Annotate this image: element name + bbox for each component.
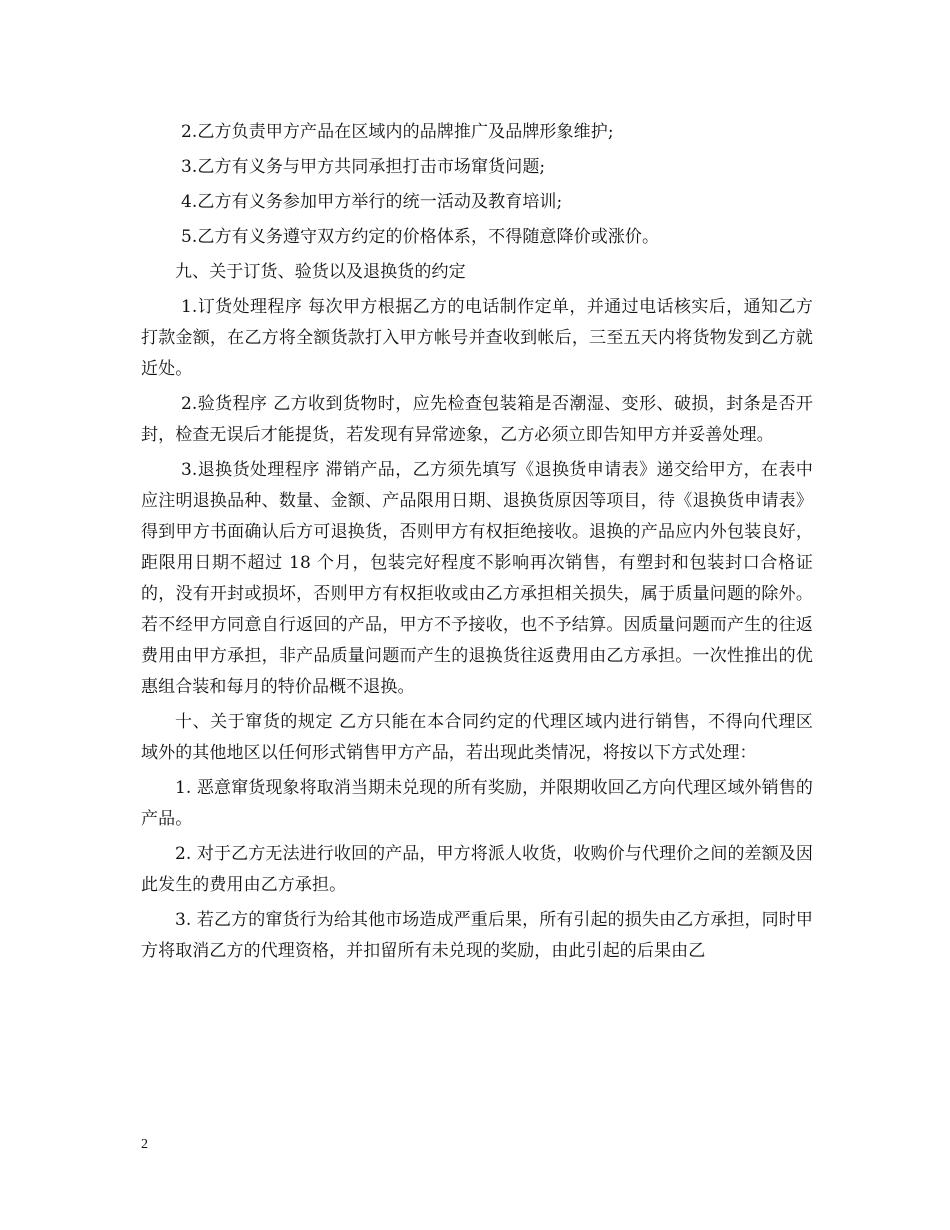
section-10-heading: 十、关于窜货的规定 乙方只能在本合同约定的代理区域内进行销售，不得向代理区域外的其他地区以任何形式销售甲方产品，若出现此类情况，将按以下方式处理： <box>141 712 813 763</box>
section-10-item-2: 2. 对于乙方无法进行收回的产品，甲方将派人收货，收购价与代理价之间的差额及因此发生的费用由乙方承担。 <box>141 844 813 895</box>
section-10-item-3: 3. 若乙方的窜货行为给其他市场造成严重后果，所有引起的损失由乙方承担，同时甲方将取消乙方的代理资格，并扣留所有未兑现的奖励，由此引起的后果由乙 <box>141 910 813 961</box>
clause-8-item-2: 2.乙方负责甲方产品在区域内的品牌推广及品牌形象维护; <box>181 122 614 142</box>
clause-8-item-4: 4.乙方有义务参加甲方举行的统一活动及教育培训; <box>181 192 563 212</box>
clause-8-item-5: 5.乙方有义务遵守双方约定的价格体系，不得随意降价或涨价。 <box>181 227 660 247</box>
return-exchange-procedure: 3.退换货处理程序 滞销产品，乙方须先填写《退换货申请表》递交给甲方，在表中应注明退换品种、数量、金额、产品限用日期、退换货原因等项目，待《退换货申请表》得到甲方书面确认后方可退换货，否则甲方有权拒绝接收。退换的产品应内外包装良好，距限用日期不超过 18 个月，包装完好程度不影响再次销售，有塑封和包装封口合格证的，没有开封或损坏，否则甲方有权拒收或由乙方承担相关损失，属于质量问题的除外。若不经甲方同意自行返回的产品，甲方不予接收，也不予结算。因质量问题而产生的往返费用由甲方承担，非产品质量问题而产生的退换货往返费用由乙方承担。一次性推出的优惠组合装和每月的特价品概不退换。 <box>141 460 813 697</box>
page-number: 2 <box>141 1137 148 1152</box>
clause-8-item-3: 3.乙方有义务与甲方共同承担打击市场窜货问题; <box>181 157 546 177</box>
inspection-procedure: 2.验货程序 乙方收到货物时，应先检查包装箱是否潮湿、变形、破损，封条是否开封，检查无误后才能提货，若发现有异常迹象，乙方必须立即告知甲方并妥善处理。 <box>141 394 813 445</box>
section-10-item-1: 1. 恶意窜货现象将取消当期未兑现的所有奖励，并限期收回乙方向代理区域外销售的产品。 <box>141 778 813 829</box>
section-9-heading: 九、关于订货、验货以及退换货的约定 <box>175 262 466 282</box>
ordering-procedure: 1.订货处理程序 每次甲方根据乙方的电话制作定单，并通过电话核实后，通知乙方打款金额，在乙方将全额货款打入甲方帐号并查收到帐后，三至五天内将货物发到乙方就近处。 <box>141 297 813 379</box>
document-body <box>141 117 813 971</box>
